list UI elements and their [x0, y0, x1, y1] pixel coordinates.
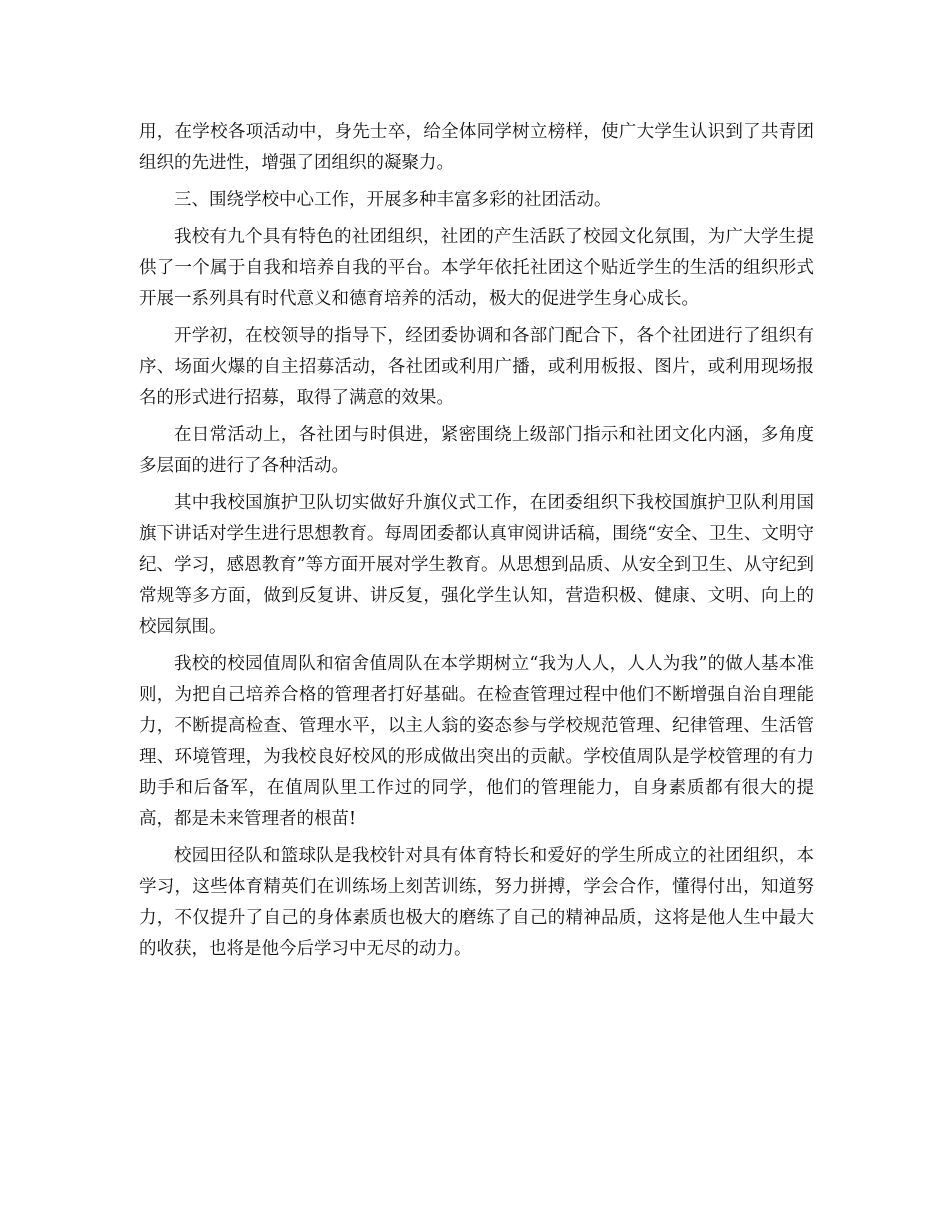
paragraph: 开学初，在校领导的指导下，经团委协调和各部门配合下，各个社团进行了组织有序、场面火爆的自主招募活动，各社团或利用广播，或利用板报、图片，或利用现场报名的形式进行招募，取得了满意的效果。: [139, 326, 814, 408]
paragraph: 在日常活动上，各社团与时俱进，紧密围绕上级部门指示和社团文化内涵，多角度多层面的进行了各种活动。: [139, 425, 814, 476]
document-body: [139, 117, 814, 971]
section-heading: 三、围绕学校中心工作，开展多种丰富多彩的社团活动。: [174, 190, 612, 210]
paragraph-continuation: 用，在学校各项活动中，身先士卒，给全体同学树立榜样，使广大学生认识到了共青团组织的先进性，增强了团组织的凝聚力。: [139, 122, 814, 173]
paragraph: 我校有九个具有特色的社团组织，社团的产生活跃了校园文化氛围，为广大学生提供了一个属于自我和培养自我的平台。本学年依托社团这个贴近学生的生活的组织形式开展一系列具有时代意义和德育培养的活动，极大的促进学生身心成长。: [139, 227, 814, 309]
paragraph: 其中我校国旗护卫队切实做好升旗仪式工作，在团委组织下我校国旗护卫队利用国旗下讲话对学生进行思想教育。每周团委都认真审阅讲话稿，围绕“安全、卫生、文明守纪、学习，感恩教育”等方面开展对学生教育。从思想到品质、从安全到卫生、从守纪到常规等多方面，做到反复讲、讲反复，强化学生认知，营造积极、健康、文明、向上的校园氛围。: [139, 493, 814, 637]
paragraph: 校园田径队和篮球队是我校针对具有体育特长和爱好的学生所成立的社团组织，本学习，这些体育精英们在训练场上刻苦训练，努力拼搏，学会合作，懂得付出，知道努力，不仅提升了自己的身体素质也极大的磨练了自己的精神品质，这将是他人生中最大的收获，也将是他今后学习中无尽的动力。: [139, 846, 814, 959]
paragraph: 我校的校园值周队和宿舍值周队在本学期树立“我为人人，人人为我”的做人基本准则，为把自己培养合格的管理者打好基础。在检查管理过程中他们不断增强自治自理能力，不断提高检查、管理水平，以主人翁的姿态参与学校规范管理、纪律管理、生活管理、环境管理，为我校良好校风的形成做出突出的贡献。学校值周队是学校管理的有力助手和后备军，在值周队里工作过的同学，他们的管理能力，自身素质都有很大的提高，都是未来管理者的根苗!: [139, 654, 814, 829]
